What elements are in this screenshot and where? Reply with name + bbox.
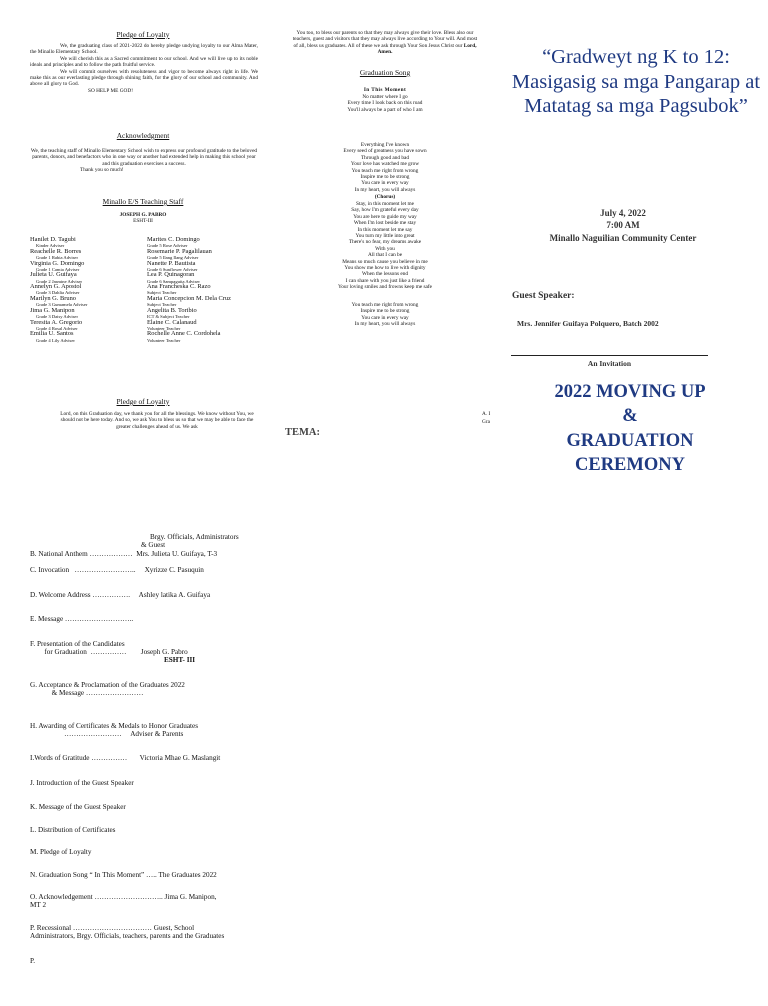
song-chorus xyxy=(290,201,480,291)
song-line: No matter where I go xyxy=(362,94,408,100)
text-fragment-b: Gra xyxy=(482,419,490,425)
staff-name: Annelyn G. Apostol xyxy=(30,283,82,291)
staff-name: Teresita A. Gregorio xyxy=(30,318,83,326)
event-time: 7:00 AM xyxy=(606,220,640,230)
program-item: F. Presentation of the Candidates for Graduation …………… Joseph G. Pabro xyxy=(30,639,188,657)
song-line: You'll always be a part of who I am xyxy=(347,106,423,113)
program-item: P. Recessional …………………………… Guest, School Administrators, Brgy. Officials, teachers, parents and the Graduates xyxy=(30,923,225,941)
staff-name: Angelita B. Toribio xyxy=(147,306,197,314)
song-line: Every time I look back on this road xyxy=(347,100,423,107)
chorus-label: (Chorus) xyxy=(374,194,396,200)
song-line: Say, how I'm grateful every day xyxy=(351,207,419,214)
song-line: In this moment let me say xyxy=(357,226,413,233)
guest-speaker-name: Mrs. Jennifer Guifaya Polquero, Batch 2002 xyxy=(517,319,659,328)
staff-role: Volunteer Teacher xyxy=(147,325,181,331)
pledge-p3: We will commit ourselves with resoluteness and vigor to become always right in life. We make this as our everlasting pledge through shining faith, for the glory of our school and community. And above all glory to God. xyxy=(30,68,258,88)
staff-name: Elaine C. Calanaud xyxy=(147,318,197,326)
song-line: You teach me right from wrong xyxy=(351,302,419,308)
staff-name: Maria Concepcion M. Dela Cruz xyxy=(147,294,231,302)
ack-body xyxy=(30,148,258,174)
staff-role: Grade 1 Camia Adviser xyxy=(36,266,80,272)
staff-role: Subject Teacher xyxy=(147,290,177,296)
song-line: You show me how to live with dignity xyxy=(344,265,426,272)
song-line: In my heart, you will always xyxy=(354,321,416,328)
ack-title: Acknowledgment xyxy=(116,131,170,140)
staff-name: Reachelle R. Borres xyxy=(30,247,82,255)
song-line: Through good and bad xyxy=(360,154,410,161)
song-verse2 xyxy=(290,142,480,193)
program-item: P. xyxy=(30,956,35,965)
staff-role: Grade 3 Dahlia Adviser xyxy=(36,290,80,296)
staff-name: Virginia G. Domingo xyxy=(30,259,85,267)
staff-member xyxy=(30,249,145,261)
pledge-body xyxy=(30,43,258,94)
staff-role: Grade 3 Gumamela Adviser xyxy=(36,302,88,308)
staff-list-right xyxy=(147,237,262,343)
prayer-title: Pledge of Loyalty xyxy=(116,397,170,406)
program-item: G. Acceptance & Proclamation of the Graduates 2022 & Message …………………… xyxy=(30,680,185,698)
program-item: E. Message ……………………….. xyxy=(30,615,134,624)
song-line: With you xyxy=(375,245,395,252)
staff-name: Nanette P. Bautista xyxy=(147,259,196,267)
program-item: M. Pledge of Loyalty xyxy=(30,848,92,857)
song-verse3 xyxy=(290,302,480,328)
program-esht: ESHT- III xyxy=(164,656,196,665)
staff-name: Julieta U. Guifaya xyxy=(30,271,77,279)
staff-name: Rosemarie P. Pagalilauan xyxy=(147,247,212,255)
song-line: In my heart, you will always xyxy=(354,186,416,193)
song-line: You turn my little into great xyxy=(355,233,415,240)
song-line: Everything I've known xyxy=(360,142,410,148)
staff-role: Grade 5 Ilang Ilang Adviser xyxy=(147,255,199,260)
program-top-right-2: & Guest xyxy=(141,541,166,549)
staff-role: Grade 1 Rabia Adviser xyxy=(36,255,78,260)
staff-name: Ana Francheska C. Razo xyxy=(147,283,211,291)
pledge-closing: SO HELP ME GOD! xyxy=(88,87,133,94)
staff-role: Grade 6 Sampaguita Adviser xyxy=(147,278,200,284)
ack-thanks: Thank you so much! xyxy=(80,167,124,174)
staff-title: Minallo E/S Teaching Staff xyxy=(102,197,184,206)
program-item: O. Acknowledgement ……………………….. Jima G. Manipon, MT 2 xyxy=(30,892,217,910)
pledge-title: Pledge of Loyalty xyxy=(116,30,170,39)
song-name: In This Moment xyxy=(363,87,407,93)
title-line-4: CEREMONY xyxy=(575,454,685,475)
song-line: Inspire me to be strong xyxy=(360,174,410,181)
staff-name: Hanilet D. Tagubi xyxy=(30,236,76,243)
staff-role: Grade 4 Lily Adviser xyxy=(36,337,75,343)
invitation-label: An Invitation xyxy=(587,359,632,368)
song-line: Stay, in this moment let me xyxy=(356,201,414,207)
staff-name: Rochelle Anne C. Cordohela xyxy=(147,330,221,338)
program-item: D. Welcome Address ……………. Ashley latika A. Guifaya xyxy=(30,590,211,599)
ceremony-title xyxy=(510,380,750,477)
title-line-2: & xyxy=(622,406,638,427)
pledge-p1: We, the graduating class of 2021-2022 do hereby pledge undying loyalty to our Alma Mater, the Minallo Elementary School. xyxy=(30,43,258,56)
principal-title: ESHT-III xyxy=(133,218,153,224)
song-line: When I'm lost beside me stay xyxy=(353,220,417,227)
staff-member xyxy=(147,308,262,320)
program-item: N. Graduation Song “ In This Moment” ….. The Graduates 2022 xyxy=(30,870,217,879)
title-line-1: 2022 MOVING UP xyxy=(554,382,706,402)
principal-name: JOSEPH G. PABRO xyxy=(119,212,167,218)
program-item: I.Words of Gratitude …………… Victoria Mhae G. Maslangit xyxy=(30,754,221,763)
title-line-3: GRADUATION xyxy=(566,430,694,451)
staff-role: ICT & Subject Teacher xyxy=(147,313,190,319)
song-title: Graduation Song xyxy=(359,68,411,77)
song-line: You teach me right from wrong xyxy=(351,167,419,174)
divider-line xyxy=(511,355,708,356)
song-line: You are here to guide my way xyxy=(353,213,417,220)
program-item: L. Distribution of Certificates xyxy=(30,825,116,834)
song-line: Every seed of greatness you have sown xyxy=(343,148,427,155)
ack-paragraph: We, the teaching staff of Minallo Elementary School wish to express our profound gratitude to the beloved parents, donors, and benefactors who in one way or another had extended help in making this school year and this graduation exercises a success. xyxy=(30,148,258,167)
staff-member xyxy=(147,331,262,343)
text-fragment-a: A. I xyxy=(482,411,491,417)
song-line: Your loving smiles and frowns keep me safe xyxy=(337,284,433,291)
prayer-text: Lord, on this Graduation day, we thank you for all the blessings. We know without You, we should not be here today. And so, we ask You to bless us so that we may be able to face the greater challenges ahead of us. We ask xyxy=(60,411,254,430)
song-line: You care in every way xyxy=(361,314,409,321)
staff-name: Marilyn G. Bruno xyxy=(30,294,76,302)
event-venue: Minallo Naguilian Community Center xyxy=(549,233,697,243)
program-item: J. Introduction of the Guest Speaker xyxy=(30,778,134,787)
staff-role: Kinder Adviser xyxy=(36,243,65,249)
program-top-right: Brgy. Officials, Administrators xyxy=(150,533,239,541)
staff-member xyxy=(30,331,145,343)
program-item: K. Message of the Guest Speaker xyxy=(30,803,126,812)
theme-quote: “Gradweyt ng K to 12: Masigasig sa mga Pangarap at Matatag sa mga Pagsubok” xyxy=(511,46,761,117)
pledge-p2: We will cherish this as a Sacred commitment to our school. And we will live up to its noble ideals and principles and to follow the path fruitful service. xyxy=(30,55,258,69)
event-date: July 4, 2022 xyxy=(600,208,646,218)
prayer-end: All of these we ask through Your Son Jesus Christ our xyxy=(347,42,463,49)
program-item: C. Invocation …………………….. Xyrizze C. Pasuquin xyxy=(30,566,204,575)
staff-role: Grade 6 Sunflower Adviser xyxy=(147,266,198,272)
staff-name: Lea P. Quinagoran xyxy=(147,271,195,279)
song-line: When the lessons end xyxy=(361,271,409,278)
staff-name: Emilia U. Santos xyxy=(30,330,74,338)
song-line: Inspire me to be strong xyxy=(360,308,410,315)
staff-member xyxy=(30,308,145,320)
staff-name: Jima G. Manipon xyxy=(30,306,75,314)
staff-role: Subject Teacher xyxy=(147,302,177,308)
program-item: B. National Anthem ……………… Mrs. Julieta U. Guifaya, T-3 xyxy=(30,550,218,558)
song-line: You care in every way xyxy=(361,180,409,187)
staff-role: Grade 5 Rose Adviser xyxy=(147,243,188,249)
song-line: I can share with you just like a friend xyxy=(345,277,425,284)
song-line: Your love has watched me grow xyxy=(350,161,420,168)
staff-role: Grade 4 Rosal Adviser xyxy=(36,325,78,331)
staff-list-left xyxy=(30,237,145,343)
guest-speaker-label: Guest Speaker: xyxy=(512,291,575,301)
song-line: All that I can be xyxy=(367,252,403,259)
staff-role: Grade 2 Jasmine Adviser xyxy=(36,278,83,284)
program-list xyxy=(30,550,270,981)
prayer-cont-text: You too, to bless our parents so that they may always give their love. Bless also our teachers, guest and visitors that they may always live according to Your will. And most of all, bless us graduates. xyxy=(292,30,478,49)
prayer-end-bold: Lord, Amen. xyxy=(377,42,477,56)
staff-member xyxy=(147,249,262,261)
staff-member xyxy=(147,296,262,308)
tema-label: TEMA: xyxy=(285,427,320,438)
song-line: There's no fear, my dreams awake xyxy=(348,239,422,246)
song-line: Means so much cause you believe in me xyxy=(342,258,428,265)
staff-role: Grade 3 Daisy Adviser xyxy=(36,313,78,319)
staff-name: Marites C. Domingo xyxy=(147,236,200,243)
song-verse1 xyxy=(290,94,480,113)
staff-member xyxy=(30,296,145,308)
staff-role: Volunteer Teacher xyxy=(147,337,181,343)
prayer-continued xyxy=(290,30,480,56)
program-item: H. Awarding of Certificates & Medals to Honor Graduates …………………… Adviser & Parents xyxy=(30,721,199,739)
